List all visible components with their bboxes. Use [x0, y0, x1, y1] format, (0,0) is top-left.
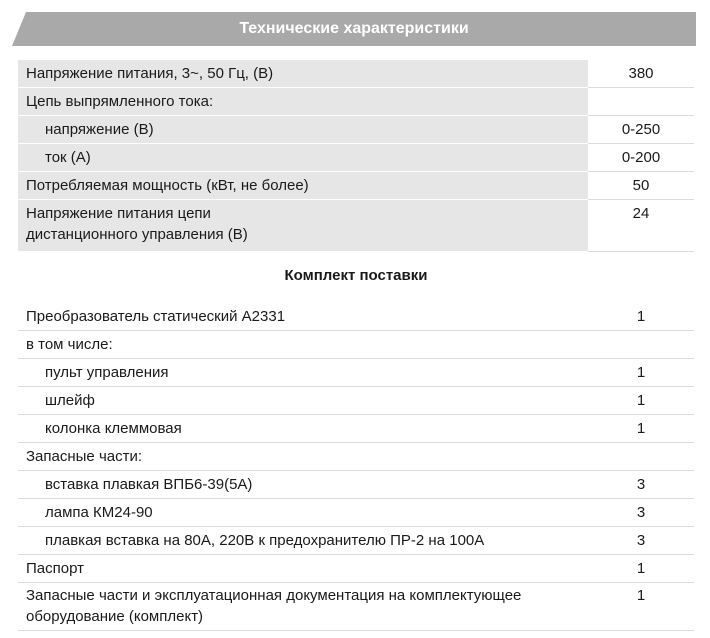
table-row	[18, 60, 694, 88]
table-row	[18, 555, 694, 583]
kit-qty: 3	[588, 527, 694, 555]
kit-label: пульт управления	[18, 359, 588, 387]
kit-label: в том числе:	[18, 331, 588, 359]
kit-qty: 1	[588, 583, 694, 631]
kit-label: шлейф	[18, 387, 588, 415]
section-title-specs: Технические характеристики	[239, 20, 469, 37]
section-title-kit: Комплект поставки	[284, 267, 428, 284]
spec-label-line1: Напряжение питания цепи	[26, 205, 211, 222]
table-row	[18, 471, 694, 499]
kit-label: плавкая вставка на 80А, 220В к предохранителю ПР-2 на 100А	[18, 527, 588, 555]
spec-label	[18, 200, 588, 252]
kit-label	[18, 583, 588, 631]
table-row	[18, 583, 694, 631]
table-row	[18, 200, 694, 252]
kit-qty: 3	[588, 471, 694, 499]
spec-label: Потребляемая мощность (кВт, не более)	[18, 172, 588, 200]
spec-label: ток (А)	[18, 144, 588, 172]
spec-label-line2: дистанционного управления (В)	[26, 226, 248, 243]
table-row	[18, 387, 694, 415]
kit-label: колонка клеммовая	[18, 415, 588, 443]
kit-qty: 1	[588, 415, 694, 443]
kit-qty	[588, 331, 694, 359]
table-row	[18, 172, 694, 200]
table-row	[18, 144, 694, 172]
kit-label: Преобразователь статический А2331	[18, 303, 588, 331]
spec-label: Напряжение питания, 3~, 50 Гц, (В)	[18, 60, 588, 88]
kit-qty: 1	[588, 303, 694, 331]
table-row	[18, 88, 694, 116]
kit-label-line1: Запасные части и эксплуатационная документация на комплектующее	[26, 587, 522, 604]
kit-table	[18, 303, 694, 631]
table-row	[18, 116, 694, 144]
spec-label: Цепь выпрямленного тока:	[18, 88, 588, 116]
kit-qty: 3	[588, 499, 694, 527]
spec-value: 380	[588, 60, 694, 88]
table-row	[18, 527, 694, 555]
section-header-bar	[12, 12, 696, 46]
table-row	[18, 443, 694, 471]
table-row	[18, 331, 694, 359]
table-row	[18, 415, 694, 443]
spec-value: 0-200	[588, 144, 694, 172]
spec-value: 24	[588, 200, 694, 252]
kit-label: Запасные части:	[18, 443, 588, 471]
kit-qty	[588, 443, 694, 471]
spec-value	[588, 88, 694, 116]
table-row	[18, 499, 694, 527]
specs-table	[18, 60, 694, 252]
spec-value: 0-250	[588, 116, 694, 144]
kit-label-line2: оборудование (комплект)	[26, 608, 204, 625]
kit-qty: 1	[588, 555, 694, 583]
kit-qty: 1	[588, 359, 694, 387]
kit-qty: 1	[588, 387, 694, 415]
table-row	[18, 359, 694, 387]
spec-value: 50	[588, 172, 694, 200]
kit-label: лампа КМ24-90	[18, 499, 588, 527]
spec-label: напряжение (В)	[18, 116, 588, 144]
table-row	[18, 303, 694, 331]
kit-label: вставка плавкая ВПБ6-39(5А)	[18, 471, 588, 499]
kit-label: Паспорт	[18, 555, 588, 583]
